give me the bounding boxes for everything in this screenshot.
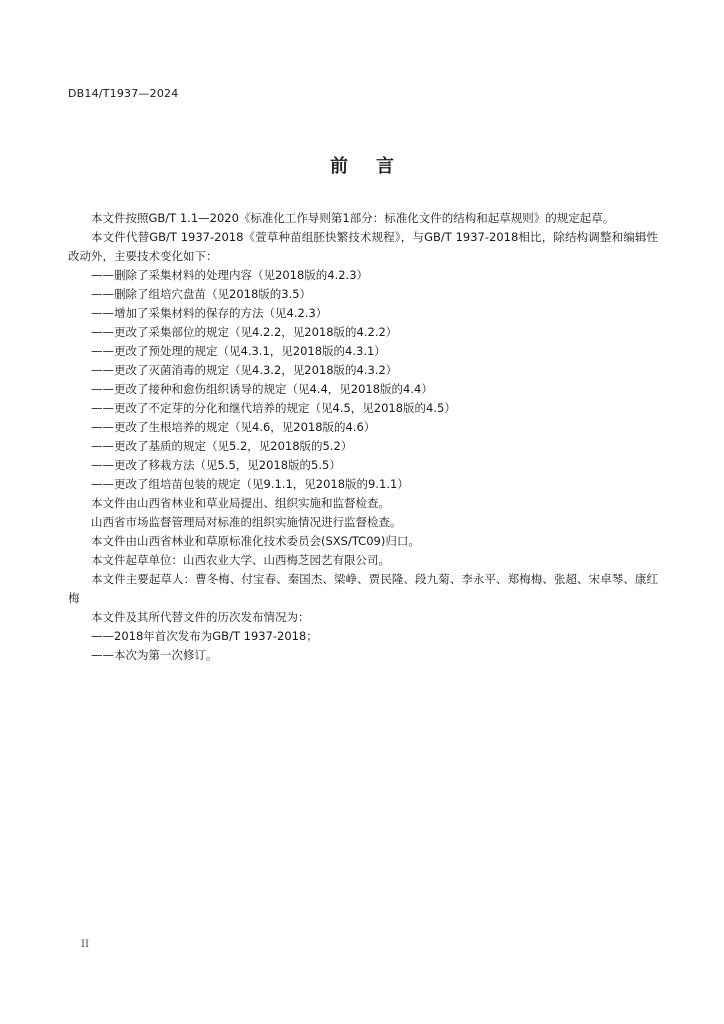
paragraph-drafting-units: 本文件起草单位：山西农业大学、山西梅芝园艺有限公司。 [91, 553, 390, 567]
change-item: ——更改了不定芽的分化和继代培养的规定（见4.5，见2018版的4.5） [91, 401, 456, 415]
paragraph-release-history: 本文件及其所代替文件的历次发布情况为： [91, 610, 310, 624]
change-item: ——更改了移栽方法（见5.5，见2018版的5.5） [91, 458, 341, 472]
change-item: ——更改了接种和愈伤组织诱导的规定（见4.4，见2018版的4.4） [91, 382, 433, 396]
page-number: II [81, 939, 89, 950]
paragraph-replacement-summary: 本文件代替GB/T 1937-2018《萱草种苗组胚快繁技术规程》，与GB/T 1937-2018相比，除结构调整和编辑性改动外，主要技术变化如下： [68, 230, 658, 263]
change-item: ——删除了采集材料的处理内容（见2018版的4.2.3） [91, 268, 369, 282]
change-item: ——更改了预处理的规定（见4.3.1，见2018版的4.3.1） [91, 344, 386, 358]
paragraph-drafting-rules: 本文件按照GB/T 1.1—2020《标准化工作导则第1部分：标准化文件的结构和起草规则》的规定起草。 [91, 211, 615, 225]
change-item: ——更改了基质的规定（见5.2，见2018版的5.2） [91, 439, 353, 453]
paragraph-drafters: 本文件主要起草人：曹冬梅、付宝春、秦国杰、梁峥、贾民隆、段九菊、李永平、郑梅梅、张超、宋卓琴、康红梅 [68, 572, 658, 605]
change-item: ——更改了生根培养的规定（见4.6，见2018版的4.6） [91, 420, 376, 434]
page-title: 前言 [330, 156, 422, 177]
foreword-body [68, 209, 658, 665]
change-item: ——增加了采集材料的保存的方法（见4.2.3） [91, 306, 328, 320]
change-item: ——更改了灭菌消毒的规定（见4.3.2，见2018版的4.3.2） [91, 363, 398, 377]
document-code: DB14/T1937—2024 [68, 87, 179, 100]
release-history-item: ——2018年首次发布为GB/T 1937-2018； [91, 629, 318, 643]
change-item: ——更改了采集部位的规定（见4.2.2，见2018版的4.2.2） [91, 325, 398, 339]
paragraph-proposer: 本文件由山西省林业和草业局提出、组织实施和监督检查。 [91, 496, 390, 510]
change-item: ——更改了组培苗包装的规定（见9.1.1，见2018版的9.1.1） [91, 477, 409, 491]
paragraph-supervision: 山西省市场监督管理局对标准的组织实施情况进行监督检查。 [91, 515, 402, 529]
release-history-item: ——本次为第一次修订。 [91, 648, 218, 662]
change-item: ——删除了组培穴盘苗（见2018版的3.5） [91, 287, 312, 301]
paragraph-technical-committee: 本文件由山西省林业和草原标准化技术委员会(SXS/TC09)归口。 [91, 534, 420, 548]
